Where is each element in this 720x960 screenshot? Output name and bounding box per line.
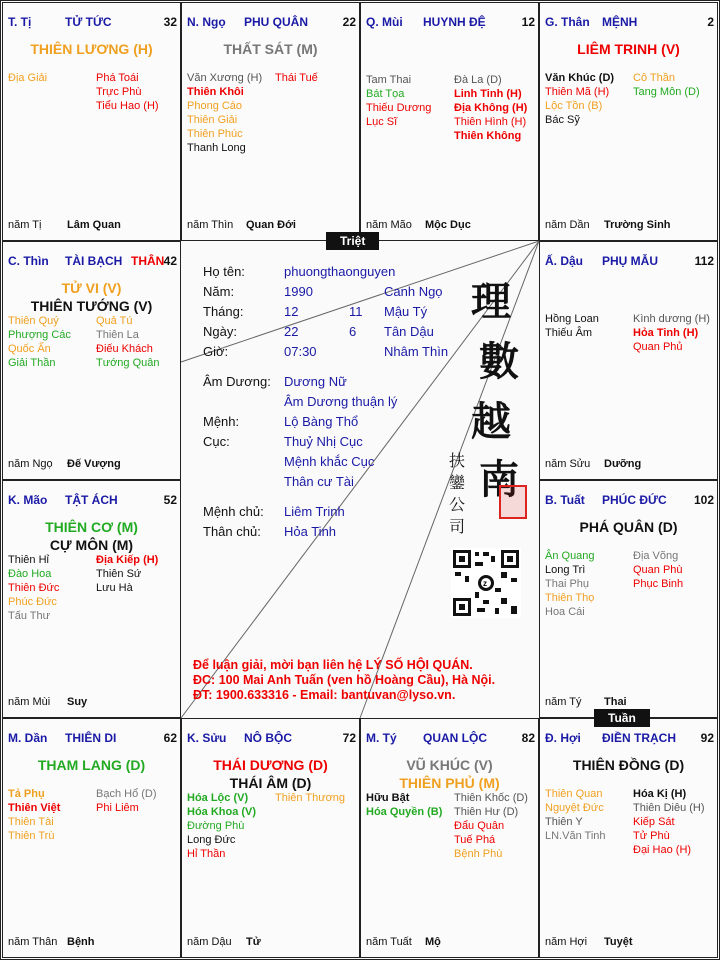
palace-number: 92 bbox=[700, 731, 714, 745]
palace-stem: T. Tị bbox=[8, 15, 32, 29]
svg-text:z: z bbox=[483, 579, 487, 588]
minor-star: Hóa Lộc (V) bbox=[187, 792, 249, 804]
palace-number: 112 bbox=[694, 254, 714, 268]
palace-stem: G. Thân bbox=[545, 15, 590, 29]
palace-suu bbox=[181, 718, 360, 958]
year-canchi: Canh Ngọ bbox=[384, 284, 443, 299]
minor-star: Ân Quang bbox=[545, 550, 595, 562]
main-star: TỬ VI (V) bbox=[61, 280, 122, 296]
palace-name: TẬT ÁCH bbox=[65, 493, 118, 507]
calligraphy-char-3: 越 bbox=[471, 398, 511, 445]
palace-name: MỆNH bbox=[602, 15, 638, 29]
palace-year: năm Thân bbox=[8, 936, 58, 948]
palace-ngo bbox=[181, 2, 360, 241]
minor-star: Bát Tọa bbox=[366, 88, 405, 100]
minor-star: Thiếu Âm bbox=[545, 327, 593, 339]
name-value: phuongthaonguyen bbox=[284, 264, 396, 279]
minor-star: LN.Văn Tinh bbox=[545, 830, 606, 842]
qr-code bbox=[451, 548, 521, 618]
menh-value: Lộ Bàng Thổ bbox=[284, 414, 359, 429]
palace-year: năm Tị bbox=[8, 219, 42, 231]
palace-name: PHU QUÂN bbox=[244, 15, 309, 29]
amduong-label: Âm Dương: bbox=[203, 374, 271, 389]
main-star: CỰ MÔN (M) bbox=[49, 537, 134, 553]
month-label: Tháng: bbox=[203, 304, 244, 319]
minor-star: Địa Không (H) bbox=[454, 102, 528, 114]
minor-star: Thái Tuế bbox=[275, 72, 318, 84]
palace-ty bbox=[360, 718, 539, 958]
calligraphy-char-4: 南 bbox=[479, 456, 519, 503]
palace-stage: Đế Vượng bbox=[67, 458, 121, 470]
palace-year: năm Mùi bbox=[8, 696, 51, 708]
palace-stage: Thai bbox=[604, 696, 627, 708]
minor-star: Thiên Tài bbox=[8, 816, 54, 828]
main-star: THÁI ÂM (D) bbox=[229, 775, 312, 791]
year-value: 1990 bbox=[284, 284, 313, 299]
calligraphy-char-1: 理 bbox=[471, 278, 511, 325]
minor-star: Phá Toái bbox=[96, 72, 139, 84]
minor-star: Tam Thai bbox=[366, 74, 412, 86]
minor-star: Lộc Tồn (B) bbox=[545, 100, 603, 112]
minor-star: Địa Võng bbox=[633, 550, 679, 562]
palace-year: năm Tý bbox=[545, 696, 582, 708]
main-star: VŨ KHÚC (V) bbox=[406, 757, 493, 773]
palace-stem: Q. Mùi bbox=[366, 15, 403, 29]
palace-year: năm Dần bbox=[545, 219, 590, 231]
cuc-relation: Mệnh khắc Cục bbox=[284, 454, 375, 469]
palace-stem: K. Mão bbox=[8, 493, 48, 507]
palace-year: năm Thìn bbox=[187, 219, 234, 231]
hour-canchi: Nhâm Thìn bbox=[384, 344, 449, 359]
minor-star: Tướng Quân bbox=[96, 357, 160, 369]
minor-star: Tuế Phá bbox=[454, 834, 496, 846]
palace-number: 102 bbox=[693, 493, 714, 507]
minor-star: Thiên Thọ bbox=[545, 592, 595, 604]
palace-name: THIÊN DI bbox=[65, 731, 117, 745]
minor-star: Phượng Các bbox=[8, 329, 71, 341]
main-star: THÁI DƯƠNG (D) bbox=[213, 757, 328, 773]
palace-stage: Tử bbox=[246, 936, 261, 948]
minor-star: Tử Phù bbox=[633, 830, 670, 842]
palace-number: 82 bbox=[521, 731, 535, 745]
palace-ti bbox=[2, 2, 181, 241]
palace-year: năm Sửu bbox=[545, 458, 591, 470]
minor-star: Địa Kiếp (H) bbox=[96, 554, 159, 566]
palace-hoi bbox=[539, 718, 718, 958]
palace-number: 12 bbox=[521, 15, 535, 29]
palace-number: 52 bbox=[163, 493, 177, 507]
palace-number: 2 bbox=[707, 15, 714, 29]
month-lunar: 11 bbox=[349, 304, 363, 319]
center-info bbox=[181, 240, 539, 718]
amduong-note: Âm Dương thuận lý bbox=[284, 394, 398, 409]
main-star: THIÊN ĐỒNG (D) bbox=[572, 757, 685, 773]
minor-star: Tiểu Hao (H) bbox=[96, 100, 159, 112]
palace-name: NÔ BỘC bbox=[244, 731, 292, 745]
minor-star: Linh Tinh (H) bbox=[454, 88, 522, 100]
tuan-tag: Tuần bbox=[594, 709, 650, 727]
day-label: Ngày: bbox=[203, 324, 237, 339]
minor-star: Hữu Bật bbox=[366, 792, 410, 804]
minor-star: Đào Hoa bbox=[8, 568, 52, 580]
minor-star: Thiên Sứ bbox=[96, 568, 142, 580]
palace-name: PHÚC ĐỨC bbox=[602, 493, 667, 507]
palace-year: năm Tuất bbox=[366, 936, 412, 948]
palace-thin bbox=[2, 241, 181, 480]
minor-star: Lục Sĩ bbox=[366, 116, 398, 128]
palace-stage: Suy bbox=[67, 696, 88, 708]
minor-star: Trực Phù bbox=[96, 86, 142, 98]
main-star: PHÁ QUÂN (D) bbox=[579, 519, 678, 535]
minor-star: Bạch Hổ (D) bbox=[96, 788, 157, 800]
palace-stem: K. Sửu bbox=[187, 731, 227, 745]
minor-star: Tang Môn (D) bbox=[633, 86, 700, 98]
minor-star: Văn Xương (H) bbox=[187, 72, 263, 84]
minor-star: Thiên Mã (H) bbox=[545, 86, 610, 98]
palace-stem: M. Tý bbox=[366, 731, 397, 745]
palace-stage: Dưỡng bbox=[604, 458, 642, 470]
month-value: 12 bbox=[284, 304, 299, 319]
day-lunar: 6 bbox=[349, 324, 357, 339]
main-star: LIÊM TRINH (V) bbox=[577, 41, 680, 57]
palace-stage: Tuyệt bbox=[604, 936, 633, 948]
palace-stem: Đ. Hợi bbox=[545, 731, 581, 745]
seal-stamp bbox=[499, 485, 527, 519]
menhchu-value: Liêm Trinh bbox=[284, 504, 345, 519]
palace-year: năm Ngọ bbox=[8, 458, 53, 470]
palace-than bbox=[539, 2, 718, 241]
minor-star: Phúc Đức bbox=[8, 596, 57, 608]
minor-star: Thiên Hư (D) bbox=[454, 806, 519, 818]
minor-star: Long Đức bbox=[187, 834, 236, 846]
palace-year: năm Mão bbox=[366, 219, 412, 231]
palace-name: HUYNH ĐỆ bbox=[423, 15, 486, 29]
main-star: THIÊN PHỦ (M) bbox=[399, 775, 500, 791]
minor-star: Thiên La bbox=[96, 329, 139, 341]
minor-star: Hoa Cái bbox=[545, 606, 585, 618]
palace-dau bbox=[539, 241, 718, 480]
day-canchi: Tân Dậu bbox=[384, 324, 434, 339]
palace-stage: Quan Đới bbox=[246, 219, 296, 231]
minor-star: Phục Binh bbox=[633, 578, 684, 590]
palace-stage: Trường Sinh bbox=[604, 219, 671, 231]
menh-label: Mệnh: bbox=[203, 414, 240, 429]
minor-star: Thai Phụ bbox=[545, 578, 590, 590]
minor-star: Quốc Ấn bbox=[8, 343, 51, 355]
palace-name: PHỤ MẪU bbox=[602, 254, 658, 268]
palace-name: TỬ TỨC bbox=[65, 15, 112, 29]
main-star: THIÊN CƠ (M) bbox=[45, 519, 138, 535]
minor-star: Thiên Không bbox=[454, 130, 522, 142]
minor-star: Thiên Đức bbox=[8, 582, 60, 594]
than-position: Thân cư Tài bbox=[284, 474, 354, 489]
triet-tag: Triệt bbox=[326, 232, 379, 250]
palace-name: QUAN LỘC bbox=[423, 731, 487, 745]
minor-star: Kiếp Sát bbox=[633, 816, 675, 828]
palace-stage: Bệnh bbox=[67, 936, 95, 948]
minor-star: Đường Phù bbox=[187, 820, 245, 832]
palace-stem: N. Ngọ bbox=[187, 15, 226, 29]
contact-line-3: ĐT: 1900.633316 - Email: bantuvan@lyso.vn. bbox=[193, 688, 456, 702]
minor-star: Hóa Khoa (V) bbox=[187, 806, 257, 818]
minor-star: Điếu Khách bbox=[96, 343, 153, 355]
minor-star: Bác Sỹ bbox=[545, 114, 580, 126]
palace-year: năm Hợi bbox=[545, 936, 588, 948]
contact-line-2: ĐC: 100 Mai Anh Tuấn (ven hồ Hoàng Cầu), Hà Nội. bbox=[193, 673, 496, 687]
thanchu-label: Thân chủ: bbox=[203, 524, 261, 539]
minor-star: Thiên Khốc (D) bbox=[454, 792, 528, 804]
minor-star: Cô Thần bbox=[633, 72, 675, 84]
minor-star: Thiên Diêu (H) bbox=[633, 802, 705, 814]
palace-stem: C. Thìn bbox=[8, 254, 49, 268]
palace-dan bbox=[2, 718, 181, 958]
palace-number: 72 bbox=[342, 731, 356, 745]
minor-star: Quan Phù bbox=[633, 564, 683, 576]
minor-star: Đà La (D) bbox=[454, 74, 502, 86]
palace-name: ĐIỀN TRẠCH bbox=[602, 731, 676, 745]
day-value: 22 bbox=[284, 324, 299, 339]
minor-star: Bệnh Phù bbox=[454, 848, 503, 860]
minor-star: Phong Cáo bbox=[187, 100, 243, 112]
minor-star: Đẩu Quân bbox=[454, 820, 505, 832]
main-star: THẤT SÁT (M) bbox=[223, 41, 318, 57]
palace-mao bbox=[2, 480, 181, 718]
minor-star: Thiên Khôi bbox=[187, 86, 244, 98]
palace-number: 62 bbox=[163, 731, 177, 745]
thanchu-value: Hỏa Tinh bbox=[284, 524, 337, 539]
amduong-value: Dương Nữ bbox=[284, 374, 347, 389]
minor-star: Thiên Quý bbox=[8, 315, 59, 327]
than-marker: THÂN bbox=[131, 254, 165, 268]
minor-star: Nguyệt Đức bbox=[545, 802, 604, 814]
minor-star: Địa Giải bbox=[8, 72, 48, 84]
main-star: THIÊN TƯỚNG (V) bbox=[30, 298, 153, 314]
minor-star: Tả Phụ bbox=[8, 788, 45, 800]
palace-stage: Lâm Quan bbox=[67, 219, 121, 231]
cuc-value: Thuỷ Nhị Cục bbox=[284, 434, 363, 449]
palace-tuat bbox=[539, 480, 718, 718]
contact-line-1: Để luận giải, mời bạn liên hệ LÝ SỐ HỘI QUÁN. bbox=[193, 658, 473, 672]
cuc-label: Cục: bbox=[203, 434, 230, 449]
minor-star: Hỏa Tinh (H) bbox=[633, 327, 699, 339]
minor-star: Giải Thần bbox=[8, 357, 56, 369]
palace-year: năm Dậu bbox=[187, 936, 232, 948]
main-star: THIÊN LƯƠNG (H) bbox=[30, 41, 153, 57]
palace-number: 32 bbox=[163, 15, 177, 29]
main-star: THAM LANG (D) bbox=[37, 757, 146, 773]
minor-star: Thiên Hình (H) bbox=[454, 116, 527, 128]
menhchu-label: Mệnh chủ: bbox=[203, 504, 264, 519]
minor-star: Long Trì bbox=[545, 564, 586, 576]
minor-star: Thiên Y bbox=[545, 816, 583, 828]
palace-stem: M. Dần bbox=[8, 731, 48, 745]
minor-star: Quan Phủ bbox=[633, 341, 683, 353]
minor-star: Thiên Hỉ bbox=[8, 554, 49, 566]
minor-star: Thanh Long bbox=[187, 142, 246, 154]
minor-star: Kình dương (H) bbox=[633, 313, 710, 325]
minor-star: Thiên Phúc bbox=[187, 128, 243, 140]
calligraphy-char-2: 數 bbox=[479, 338, 519, 385]
minor-star: Quả Tú bbox=[96, 315, 133, 327]
minor-star: Phi Liêm bbox=[96, 802, 139, 814]
year-label: Năm: bbox=[203, 284, 235, 299]
palace-stem: B. Tuất bbox=[545, 493, 585, 507]
minor-star: Thiên Trù bbox=[8, 830, 55, 842]
palace-name: TÀI BẠCH bbox=[65, 254, 123, 268]
minor-star: Thiên Việt bbox=[8, 802, 61, 814]
minor-star: Hóa Kị (H) bbox=[633, 788, 687, 800]
minor-star: Thiên Thương bbox=[275, 792, 346, 804]
palace-number: 22 bbox=[342, 15, 356, 29]
hour-value: 07:30 bbox=[284, 344, 317, 359]
palace-mui bbox=[360, 2, 539, 241]
minor-star: Thiếu Dương bbox=[366, 102, 432, 114]
calligraphy-small: 扶 鑾 公 司 bbox=[449, 451, 466, 536]
minor-star: Tấu Thư bbox=[8, 610, 51, 622]
palace-number: 42 bbox=[163, 254, 177, 268]
minor-star: Đại Hao (H) bbox=[633, 844, 692, 856]
name-label: Họ tên: bbox=[203, 264, 245, 279]
palace-stage: Mộ bbox=[425, 936, 441, 948]
palace-stem: Ấ. Dậu bbox=[545, 254, 584, 268]
minor-star: Hồng Loan bbox=[545, 313, 599, 325]
minor-star: Lưu Hà bbox=[96, 582, 133, 594]
month-canchi: Mậu Tý bbox=[384, 304, 428, 319]
hour-label: Giờ: bbox=[203, 344, 229, 359]
minor-star: Thiên Quan bbox=[545, 788, 603, 800]
minor-star: Hóa Quyền (B) bbox=[366, 806, 443, 818]
minor-star: Hỉ Thần bbox=[187, 848, 226, 860]
minor-star: Văn Khúc (D) bbox=[545, 72, 615, 84]
minor-star: Thiên Giải bbox=[187, 114, 238, 126]
palace-stage: Mộc Dục bbox=[425, 219, 471, 231]
